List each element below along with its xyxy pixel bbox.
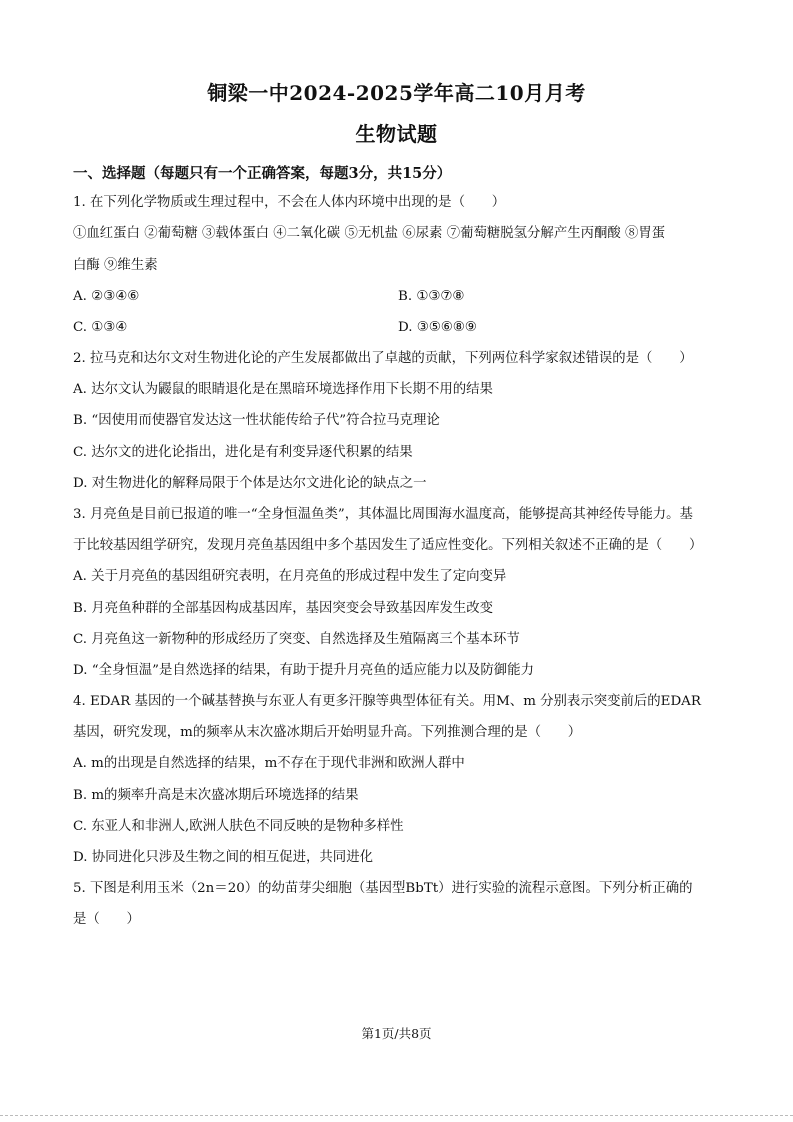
question-4-stem: 4. EDAR 基因的一个碱基替换与东亚人有更多汗腺等典型体征有关。用M、m 分别表示突变前后的EDAR <box>73 694 701 709</box>
question-1-option-d: D. ③⑤⑥⑧⑨ <box>398 320 477 335</box>
question-2-stem: 2. 拉马克和达尔文对生物进化论的产生发展都做出了卓越的贡献，下列两位科学家叙述错误的是（ ） <box>73 351 693 366</box>
question-4-option-d: D. 协同进化只涉及生物之间的相互促进，共同进化 <box>73 850 373 865</box>
question-5-stem-cont: 是（ ） <box>73 912 140 927</box>
question-3-stem-cont: 于比较基因组学研究，发现月亮鱼基因组中多个基因发生了适应性变化。下列相关叙述不正确的是（ ） <box>73 538 703 553</box>
page-number: 第1页/共8页 <box>361 1026 432 1041</box>
question-3-stem: 3. 月亮鱼是目前已报道的唯一“全身恒温鱼类”，其体温比周围海水温度高，能够提高其神经传导能力。基 <box>73 507 693 522</box>
exam-title: 铜梁一中2024-2025学年高二10月月考 <box>207 81 586 105</box>
question-3-option-c: C. 月亮鱼这一新物种的形成经历了突变、自然选择及生殖隔离三个基本环节 <box>73 632 520 647</box>
question-4-option-a: A. m的出现是自然选择的结果，m不存在于现代非洲和欧洲人群中 <box>73 756 465 771</box>
question-1-items: ①血红蛋白 ②葡萄糖 ③载体蛋白 ④二氧化碳 ⑤无机盐 ⑥尿素 ⑦葡萄糖脱氢分解产生丙酮酸 ⑧胃蛋 <box>73 226 666 241</box>
question-1-items-cont: 白酶 ⑨维生素 <box>73 258 158 273</box>
question-4-stem-cont: 基因，研究发现，m的频率从末次盛冰期后开始明显升高。下列推测合理的是（ ） <box>73 725 582 740</box>
question-1-option-c: C. ①③④ <box>73 320 128 335</box>
page-bottom-divider <box>0 1115 793 1116</box>
question-5-stem: 5. 下图是利用玉米（2n＝20）的幼苗芽尖细胞（基因型BbTt）进行实验的流程示意图。下列分析正确的 <box>73 881 693 896</box>
question-4-option-c: C. 东亚人和非洲人,欧洲人肤色不同反映的是物种多样性 <box>73 819 404 834</box>
question-3-option-a: A. 关于月亮鱼的基因组研究表明，在月亮鱼的形成过程中发生了定向变异 <box>73 569 507 584</box>
question-1-option-b: B. ①③⑦⑧ <box>398 289 465 304</box>
question-3-option-b: B. 月亮鱼种群的全部基因构成基因库，基因突变会导致基因库发生改变 <box>73 601 494 616</box>
question-1-stem: 1. 在下列化学物质或生理过程中，不会在人体内环境中出现的是（ ） <box>73 195 506 210</box>
question-2-option-a: A. 达尔文认为鼹鼠的眼睛退化是在黑暗环境选择作用下长期不用的结果 <box>73 382 493 397</box>
question-3-option-d: D. “全身恒温”是自然选择的结果，有助于提升月亮鱼的适应能力以及防御能力 <box>73 663 534 678</box>
question-4-option-b: B. m的频率升高是末次盛冰期后环境选择的结果 <box>73 788 359 803</box>
question-1-option-a: A. ②③④⑥ <box>73 289 140 304</box>
question-2-option-b: B. “因使用而使器官发达这一性状能传给子代”符合拉马克理论 <box>73 413 440 428</box>
section-heading: 一、选择题（每题只有一个正确答案，每题3分，共15分） <box>73 165 452 182</box>
question-2-option-c: C. 达尔文的进化论指出，进化是有利变异逐代积累的结果 <box>73 445 413 460</box>
exam-subtitle: 生物试题 <box>355 122 438 146</box>
question-2-option-d: D. 对生物进化的解释局限于个体是达尔文进化论的缺点之一 <box>73 476 427 491</box>
